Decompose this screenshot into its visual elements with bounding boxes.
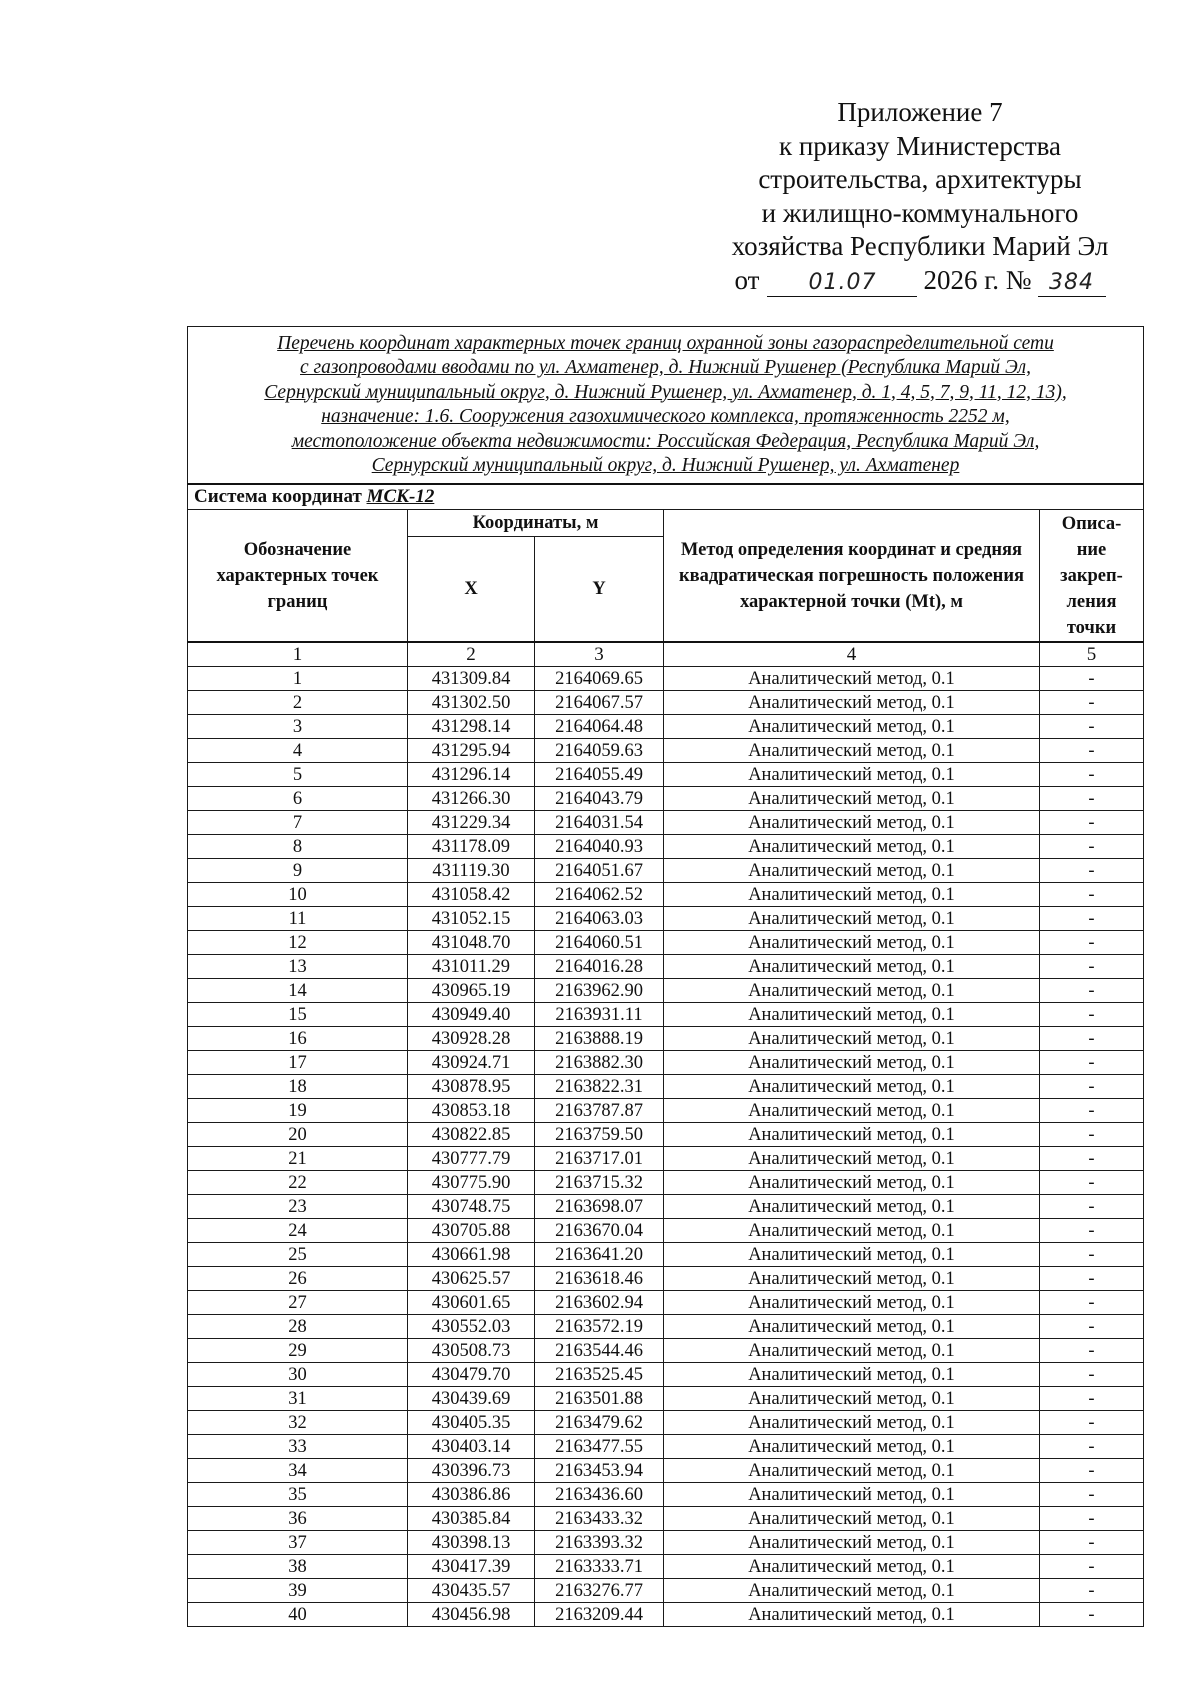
y-coordinate-cell: 2164064.48: [535, 715, 664, 739]
table-row: [188, 1123, 1144, 1147]
method-cell: Аналитический метод, 0.1: [664, 691, 1040, 715]
description-cell: -: [1040, 835, 1144, 859]
point-number-cell: 35: [188, 1483, 408, 1507]
table-row: [188, 979, 1144, 1003]
point-number-cell: 19: [188, 1099, 408, 1123]
point-number-cell: 9: [188, 859, 408, 883]
y-coordinate-cell: 2163525.45: [535, 1363, 664, 1387]
description-cell: -: [1040, 1267, 1144, 1291]
method-cell: Аналитический метод, 0.1: [664, 1195, 1040, 1219]
description-cell: -: [1040, 1387, 1144, 1411]
table-row: [188, 1459, 1144, 1483]
table-row: [188, 1507, 1144, 1531]
x-coordinate-cell: 430949.40: [408, 1003, 535, 1027]
x-coordinate-cell: 430601.65: [408, 1291, 535, 1315]
column-number-row: [188, 642, 1144, 667]
x-coordinate-cell: 430398.13: [408, 1531, 535, 1555]
x-coordinate-cell: 430456.98: [408, 1603, 535, 1627]
point-number-cell: 11: [188, 907, 408, 931]
method-cell: Аналитический метод, 0.1: [664, 1075, 1040, 1099]
method-cell: Аналитический метод, 0.1: [664, 1099, 1040, 1123]
point-number-cell: 3: [188, 715, 408, 739]
point-number-cell: 12: [188, 931, 408, 955]
point-number-cell: 8: [188, 835, 408, 859]
table-title-line: местоположение объекта недвижимости: Российская Федерация, Республика Марий Эл,: [291, 430, 1040, 452]
coordinate-system: [188, 484, 1144, 510]
y-coordinate-cell: 2163787.87: [535, 1099, 664, 1123]
table-row: [188, 883, 1144, 907]
x-coordinate-cell: 430417.39: [408, 1555, 535, 1579]
method-cell: Аналитический метод, 0.1: [664, 1219, 1040, 1243]
coordinates-table: [187, 326, 1144, 1627]
year-number-label: 2026 г. №: [923, 264, 1032, 295]
x-coordinate-cell: 430775.90: [408, 1171, 535, 1195]
column-number: 5: [1040, 642, 1144, 667]
method-cell: Аналитический метод, 0.1: [664, 1603, 1040, 1627]
y-coordinate-cell: 2164069.65: [535, 667, 664, 691]
method-cell: Аналитический метод, 0.1: [664, 1363, 1040, 1387]
y-coordinate-cell: 2164043.79: [535, 787, 664, 811]
table-row: [188, 1267, 1144, 1291]
method-cell: Аналитический метод, 0.1: [664, 1147, 1040, 1171]
x-coordinate-cell: 431011.29: [408, 955, 535, 979]
description-cell: -: [1040, 1147, 1144, 1171]
y-coordinate-cell: 2164067.57: [535, 691, 664, 715]
table-row: [188, 859, 1144, 883]
description-cell: -: [1040, 859, 1144, 883]
point-number-cell: 36: [188, 1507, 408, 1531]
x-coordinate-cell: 430661.98: [408, 1243, 535, 1267]
x-coordinate-cell: 430748.75: [408, 1195, 535, 1219]
point-number-cell: 7: [188, 811, 408, 835]
method-cell: Аналитический метод, 0.1: [664, 979, 1040, 1003]
point-number-cell: 22: [188, 1171, 408, 1195]
y-coordinate-cell: 2163501.88: [535, 1387, 664, 1411]
point-number-cell: 38: [188, 1555, 408, 1579]
y-coordinate-cell: 2163962.90: [535, 979, 664, 1003]
point-number-cell: 26: [188, 1267, 408, 1291]
handwritten-date: 01.07: [767, 270, 917, 297]
y-coordinate-cell: 2163670.04: [535, 1219, 664, 1243]
column-number: 2: [408, 642, 535, 667]
y-coordinate-cell: 2163393.32: [535, 1531, 664, 1555]
table-title-line: Сернурский муниципальный округ, д. Нижний Рушенер, ул. Ахматенер: [371, 455, 960, 476]
description-cell: -: [1040, 1483, 1144, 1507]
point-number-cell: 20: [188, 1123, 408, 1147]
y-coordinate-cell: 2163477.55: [535, 1435, 664, 1459]
table-row: [188, 1099, 1144, 1123]
description-cell: -: [1040, 1291, 1144, 1315]
y-coordinate-cell: 2163453.94: [535, 1459, 664, 1483]
y-coordinate-cell: 2163572.19: [535, 1315, 664, 1339]
method-cell: Аналитический метод, 0.1: [664, 787, 1040, 811]
x-coordinate-cell: 431119.30: [408, 859, 535, 883]
description-cell: -: [1040, 1243, 1144, 1267]
method-cell: Аналитический метод, 0.1: [664, 907, 1040, 931]
point-number-cell: 15: [188, 1003, 408, 1027]
method-cell: Аналитический метод, 0.1: [664, 955, 1040, 979]
point-number-cell: 31: [188, 1387, 408, 1411]
x-coordinate-cell: 431178.09: [408, 835, 535, 859]
x-coordinate-cell: 430777.79: [408, 1147, 535, 1171]
header-coordinates: Координаты, м: [408, 510, 664, 537]
description-cell: -: [1040, 1603, 1144, 1627]
x-coordinate-cell: 431295.94: [408, 739, 535, 763]
y-coordinate-cell: 2163931.11: [535, 1003, 664, 1027]
method-cell: Аналитический метод, 0.1: [664, 1387, 1040, 1411]
table-row: [188, 1579, 1144, 1603]
method-cell: Аналитический метод, 0.1: [664, 1123, 1040, 1147]
from-label: от: [734, 264, 760, 295]
table-row: [188, 1003, 1144, 1027]
point-number-cell: 39: [188, 1579, 408, 1603]
point-number-cell: 27: [188, 1291, 408, 1315]
y-coordinate-cell: 2163698.07: [535, 1195, 664, 1219]
description-cell: -: [1040, 1459, 1144, 1483]
table-row: [188, 955, 1144, 979]
description-cell: -: [1040, 1363, 1144, 1387]
table-row: [188, 1243, 1144, 1267]
point-number-cell: 18: [188, 1075, 408, 1099]
x-coordinate-cell: 430435.57: [408, 1579, 535, 1603]
method-cell: Аналитический метод, 0.1: [664, 1531, 1040, 1555]
method-cell: Аналитический метод, 0.1: [664, 715, 1040, 739]
description-cell: -: [1040, 667, 1144, 691]
method-cell: Аналитический метод, 0.1: [664, 1579, 1040, 1603]
table-title-line: с газопроводами вводами по ул. Ахматенер, д. Нижний Рушенер (Республика Марий Эл,: [300, 357, 1031, 378]
description-cell: -: [1040, 739, 1144, 763]
table-title-line: Перечень координат характерных точек границ охранной зоны газораспределительной сети: [277, 332, 1054, 354]
table-row: [188, 739, 1144, 763]
y-coordinate-cell: 2163759.50: [535, 1123, 664, 1147]
method-cell: Аналитический метод, 0.1: [664, 1339, 1040, 1363]
y-coordinate-cell: 2163436.60: [535, 1483, 664, 1507]
method-cell: Аналитический метод, 0.1: [664, 1435, 1040, 1459]
x-coordinate-cell: 431229.34: [408, 811, 535, 835]
method-cell: Аналитический метод, 0.1: [664, 931, 1040, 955]
x-coordinate-cell: 430439.69: [408, 1387, 535, 1411]
point-number-cell: 21: [188, 1147, 408, 1171]
table-row: [188, 1363, 1144, 1387]
description-cell: -: [1040, 1003, 1144, 1027]
y-coordinate-cell: 2164031.54: [535, 811, 664, 835]
description-cell: -: [1040, 715, 1144, 739]
y-coordinate-cell: 2163209.44: [535, 1603, 664, 1627]
method-cell: Аналитический метод, 0.1: [664, 1507, 1040, 1531]
description-cell: -: [1040, 979, 1144, 1003]
table-row: [188, 1411, 1144, 1435]
table-row: [188, 811, 1144, 835]
description-cell: -: [1040, 763, 1144, 787]
x-coordinate-cell: 430853.18: [408, 1099, 535, 1123]
y-coordinate-cell: 2163715.32: [535, 1171, 664, 1195]
x-coordinate-cell: 431058.42: [408, 883, 535, 907]
column-number: 1: [188, 642, 408, 667]
method-cell: Аналитический метод, 0.1: [664, 739, 1040, 763]
point-number-cell: 10: [188, 883, 408, 907]
point-number-cell: 1: [188, 667, 408, 691]
x-coordinate-cell: 430705.88: [408, 1219, 535, 1243]
point-number-cell: 30: [188, 1363, 408, 1387]
y-coordinate-cell: 2163602.94: [535, 1291, 664, 1315]
x-coordinate-cell: 430552.03: [408, 1315, 535, 1339]
description-cell: -: [1040, 1555, 1144, 1579]
method-cell: Аналитический метод, 0.1: [664, 1171, 1040, 1195]
table-title: [188, 327, 1144, 485]
method-cell: Аналитический метод, 0.1: [664, 1483, 1040, 1507]
x-coordinate-cell: 431296.14: [408, 763, 535, 787]
description-cell: -: [1040, 1579, 1144, 1603]
description-cell: -: [1040, 691, 1144, 715]
method-cell: Аналитический метод, 0.1: [664, 1243, 1040, 1267]
table-row: [188, 1435, 1144, 1459]
table-title-line: Сернурский муниципальный округ, д. Нижний Рушенер, ул. Ахматенер, д. 1, 4, 5, 7, 9, 11, 12, 13),: [264, 381, 1067, 403]
y-coordinate-cell: 2163479.62: [535, 1411, 664, 1435]
x-coordinate-cell: 430386.86: [408, 1483, 535, 1507]
table-row: [188, 1603, 1144, 1627]
point-number-cell: 28: [188, 1315, 408, 1339]
table-row: [188, 931, 1144, 955]
y-coordinate-cell: 2164063.03: [535, 907, 664, 931]
header-x: X: [408, 537, 535, 643]
table-row: [188, 1315, 1144, 1339]
y-coordinate-cell: 2164059.63: [535, 739, 664, 763]
description-cell: -: [1040, 1435, 1144, 1459]
description-cell: -: [1040, 1339, 1144, 1363]
x-coordinate-cell: 430924.71: [408, 1051, 535, 1075]
table-row: [188, 835, 1144, 859]
y-coordinate-cell: 2164016.28: [535, 955, 664, 979]
description-cell: -: [1040, 883, 1144, 907]
description-cell: -: [1040, 787, 1144, 811]
method-cell: Аналитический метод, 0.1: [664, 1003, 1040, 1027]
method-cell: Аналитический метод, 0.1: [664, 835, 1040, 859]
table-row: [188, 1075, 1144, 1099]
method-cell: Аналитический метод, 0.1: [664, 763, 1040, 787]
y-coordinate-cell: 2163333.71: [535, 1555, 664, 1579]
table-row: [188, 1147, 1144, 1171]
appendix-title: Приложение 7: [837, 97, 1003, 127]
point-number-cell: 4: [188, 739, 408, 763]
description-cell: -: [1040, 1027, 1144, 1051]
point-number-cell: 29: [188, 1339, 408, 1363]
coordinate-system-value: МСК-12: [366, 486, 435, 507]
table-row: [188, 1051, 1144, 1075]
x-coordinate-cell: 431298.14: [408, 715, 535, 739]
y-coordinate-cell: 2164062.52: [535, 883, 664, 907]
table-row: [188, 715, 1144, 739]
method-cell: Аналитический метод, 0.1: [664, 1291, 1040, 1315]
point-number-cell: 32: [188, 1411, 408, 1435]
table-row: [188, 1171, 1144, 1195]
x-coordinate-cell: 430878.95: [408, 1075, 535, 1099]
y-coordinate-cell: 2164051.67: [535, 859, 664, 883]
method-cell: Аналитический метод, 0.1: [664, 859, 1040, 883]
y-coordinate-cell: 2164055.49: [535, 763, 664, 787]
description-cell: -: [1040, 931, 1144, 955]
column-number: 4: [664, 642, 1040, 667]
method-cell: Аналитический метод, 0.1: [664, 1267, 1040, 1291]
x-coordinate-cell: 430403.14: [408, 1435, 535, 1459]
x-coordinate-cell: 431309.84: [408, 667, 535, 691]
point-number-cell: 25: [188, 1243, 408, 1267]
coordinate-system-label: Система координат: [194, 486, 362, 507]
description-cell: -: [1040, 1123, 1144, 1147]
y-coordinate-cell: 2163888.19: [535, 1027, 664, 1051]
table-row: [188, 1291, 1144, 1315]
point-number-cell: 17: [188, 1051, 408, 1075]
description-cell: -: [1040, 1195, 1144, 1219]
description-cell: -: [1040, 1531, 1144, 1555]
point-number-cell: 34: [188, 1459, 408, 1483]
method-cell: Аналитический метод, 0.1: [664, 1555, 1040, 1579]
y-coordinate-cell: 2163822.31: [535, 1075, 664, 1099]
header-designation: Обозначение характерных точек границ: [188, 510, 408, 643]
y-coordinate-cell: 2164060.51: [535, 931, 664, 955]
y-coordinate-cell: 2163882.30: [535, 1051, 664, 1075]
description-cell: -: [1040, 1315, 1144, 1339]
x-coordinate-cell: 430928.28: [408, 1027, 535, 1051]
x-coordinate-cell: 431266.30: [408, 787, 535, 811]
point-number-cell: 33: [188, 1435, 408, 1459]
description-cell: -: [1040, 811, 1144, 835]
point-number-cell: 37: [188, 1531, 408, 1555]
point-number-cell: 24: [188, 1219, 408, 1243]
description-cell: -: [1040, 1075, 1144, 1099]
y-coordinate-cell: 2163641.20: [535, 1243, 664, 1267]
x-coordinate-cell: 430965.19: [408, 979, 535, 1003]
y-coordinate-cell: 2163276.77: [535, 1579, 664, 1603]
y-coordinate-cell: 2163717.01: [535, 1147, 664, 1171]
table-title-line: назначение: 1.6. Сооружения газохимического комплекса, протяженность 2252 м,: [321, 406, 1010, 427]
handwritten-order-number: 384: [1038, 270, 1106, 297]
table-row: [188, 1483, 1144, 1507]
table-row: [188, 1531, 1144, 1555]
appendix-date-line: [700, 264, 1140, 298]
method-cell: Аналитический метод, 0.1: [664, 667, 1040, 691]
point-number-cell: 14: [188, 979, 408, 1003]
description-cell: -: [1040, 1219, 1144, 1243]
table-row: [188, 787, 1144, 811]
y-coordinate-cell: 2163433.32: [535, 1507, 664, 1531]
x-coordinate-cell: 430508.73: [408, 1339, 535, 1363]
appendix-header: [700, 96, 1140, 297]
appendix-ministry-line-2: и жилищно-коммунального: [761, 197, 1079, 228]
description-cell: -: [1040, 1411, 1144, 1435]
y-coordinate-cell: 2163544.46: [535, 1339, 664, 1363]
appendix-order-line: к приказу Министерства: [778, 130, 1062, 161]
table-row: [188, 667, 1144, 691]
method-cell: Аналитический метод, 0.1: [664, 811, 1040, 835]
description-cell: -: [1040, 1099, 1144, 1123]
header-y: Y: [535, 537, 664, 643]
column-number: 3: [535, 642, 664, 667]
method-cell: Аналитический метод, 0.1: [664, 1411, 1040, 1435]
method-cell: Аналитический метод, 0.1: [664, 1315, 1040, 1339]
table-row: [188, 691, 1144, 715]
y-coordinate-cell: 2163618.46: [535, 1267, 664, 1291]
x-coordinate-cell: 431302.50: [408, 691, 535, 715]
appendix-republic-line: хозяйства Республики Марий Эл: [731, 231, 1109, 261]
table-row: [188, 1555, 1144, 1579]
x-coordinate-cell: 431048.70: [408, 931, 535, 955]
header-description: Описа-ние закреп-ления точки: [1040, 510, 1144, 643]
x-coordinate-cell: 430396.73: [408, 1459, 535, 1483]
point-number-cell: 6: [188, 787, 408, 811]
method-cell: Аналитический метод, 0.1: [664, 1459, 1040, 1483]
x-coordinate-cell: 431052.15: [408, 907, 535, 931]
table-row: [188, 763, 1144, 787]
header-method: Метод определения координат и средняя квадратическая погрешность положения характерной точки (Mt), м: [664, 510, 1040, 643]
method-cell: Аналитический метод, 0.1: [664, 883, 1040, 907]
point-number-cell: 2: [188, 691, 408, 715]
point-number-cell: 40: [188, 1603, 408, 1627]
description-cell: -: [1040, 1171, 1144, 1195]
table-row: [188, 907, 1144, 931]
table-row: [188, 1195, 1144, 1219]
x-coordinate-cell: 430625.57: [408, 1267, 535, 1291]
description-cell: -: [1040, 1507, 1144, 1531]
description-cell: -: [1040, 955, 1144, 979]
x-coordinate-cell: 430385.84: [408, 1507, 535, 1531]
x-coordinate-cell: 430479.70: [408, 1363, 535, 1387]
table-row: [188, 1387, 1144, 1411]
table-row: [188, 1027, 1144, 1051]
method-cell: Аналитический метод, 0.1: [664, 1027, 1040, 1051]
table-row: [188, 1219, 1144, 1243]
point-number-cell: 13: [188, 955, 408, 979]
appendix-ministry-line: строительства, архитектуры: [758, 164, 1082, 194]
x-coordinate-cell: 430822.85: [408, 1123, 535, 1147]
description-cell: -: [1040, 1051, 1144, 1075]
y-coordinate-cell: 2164040.93: [535, 835, 664, 859]
x-coordinate-cell: 430405.35: [408, 1411, 535, 1435]
table-row: [188, 1339, 1144, 1363]
method-cell: Аналитический метод, 0.1: [664, 1051, 1040, 1075]
point-number-cell: 16: [188, 1027, 408, 1051]
point-number-cell: 5: [188, 763, 408, 787]
description-cell: -: [1040, 907, 1144, 931]
point-number-cell: 23: [188, 1195, 408, 1219]
